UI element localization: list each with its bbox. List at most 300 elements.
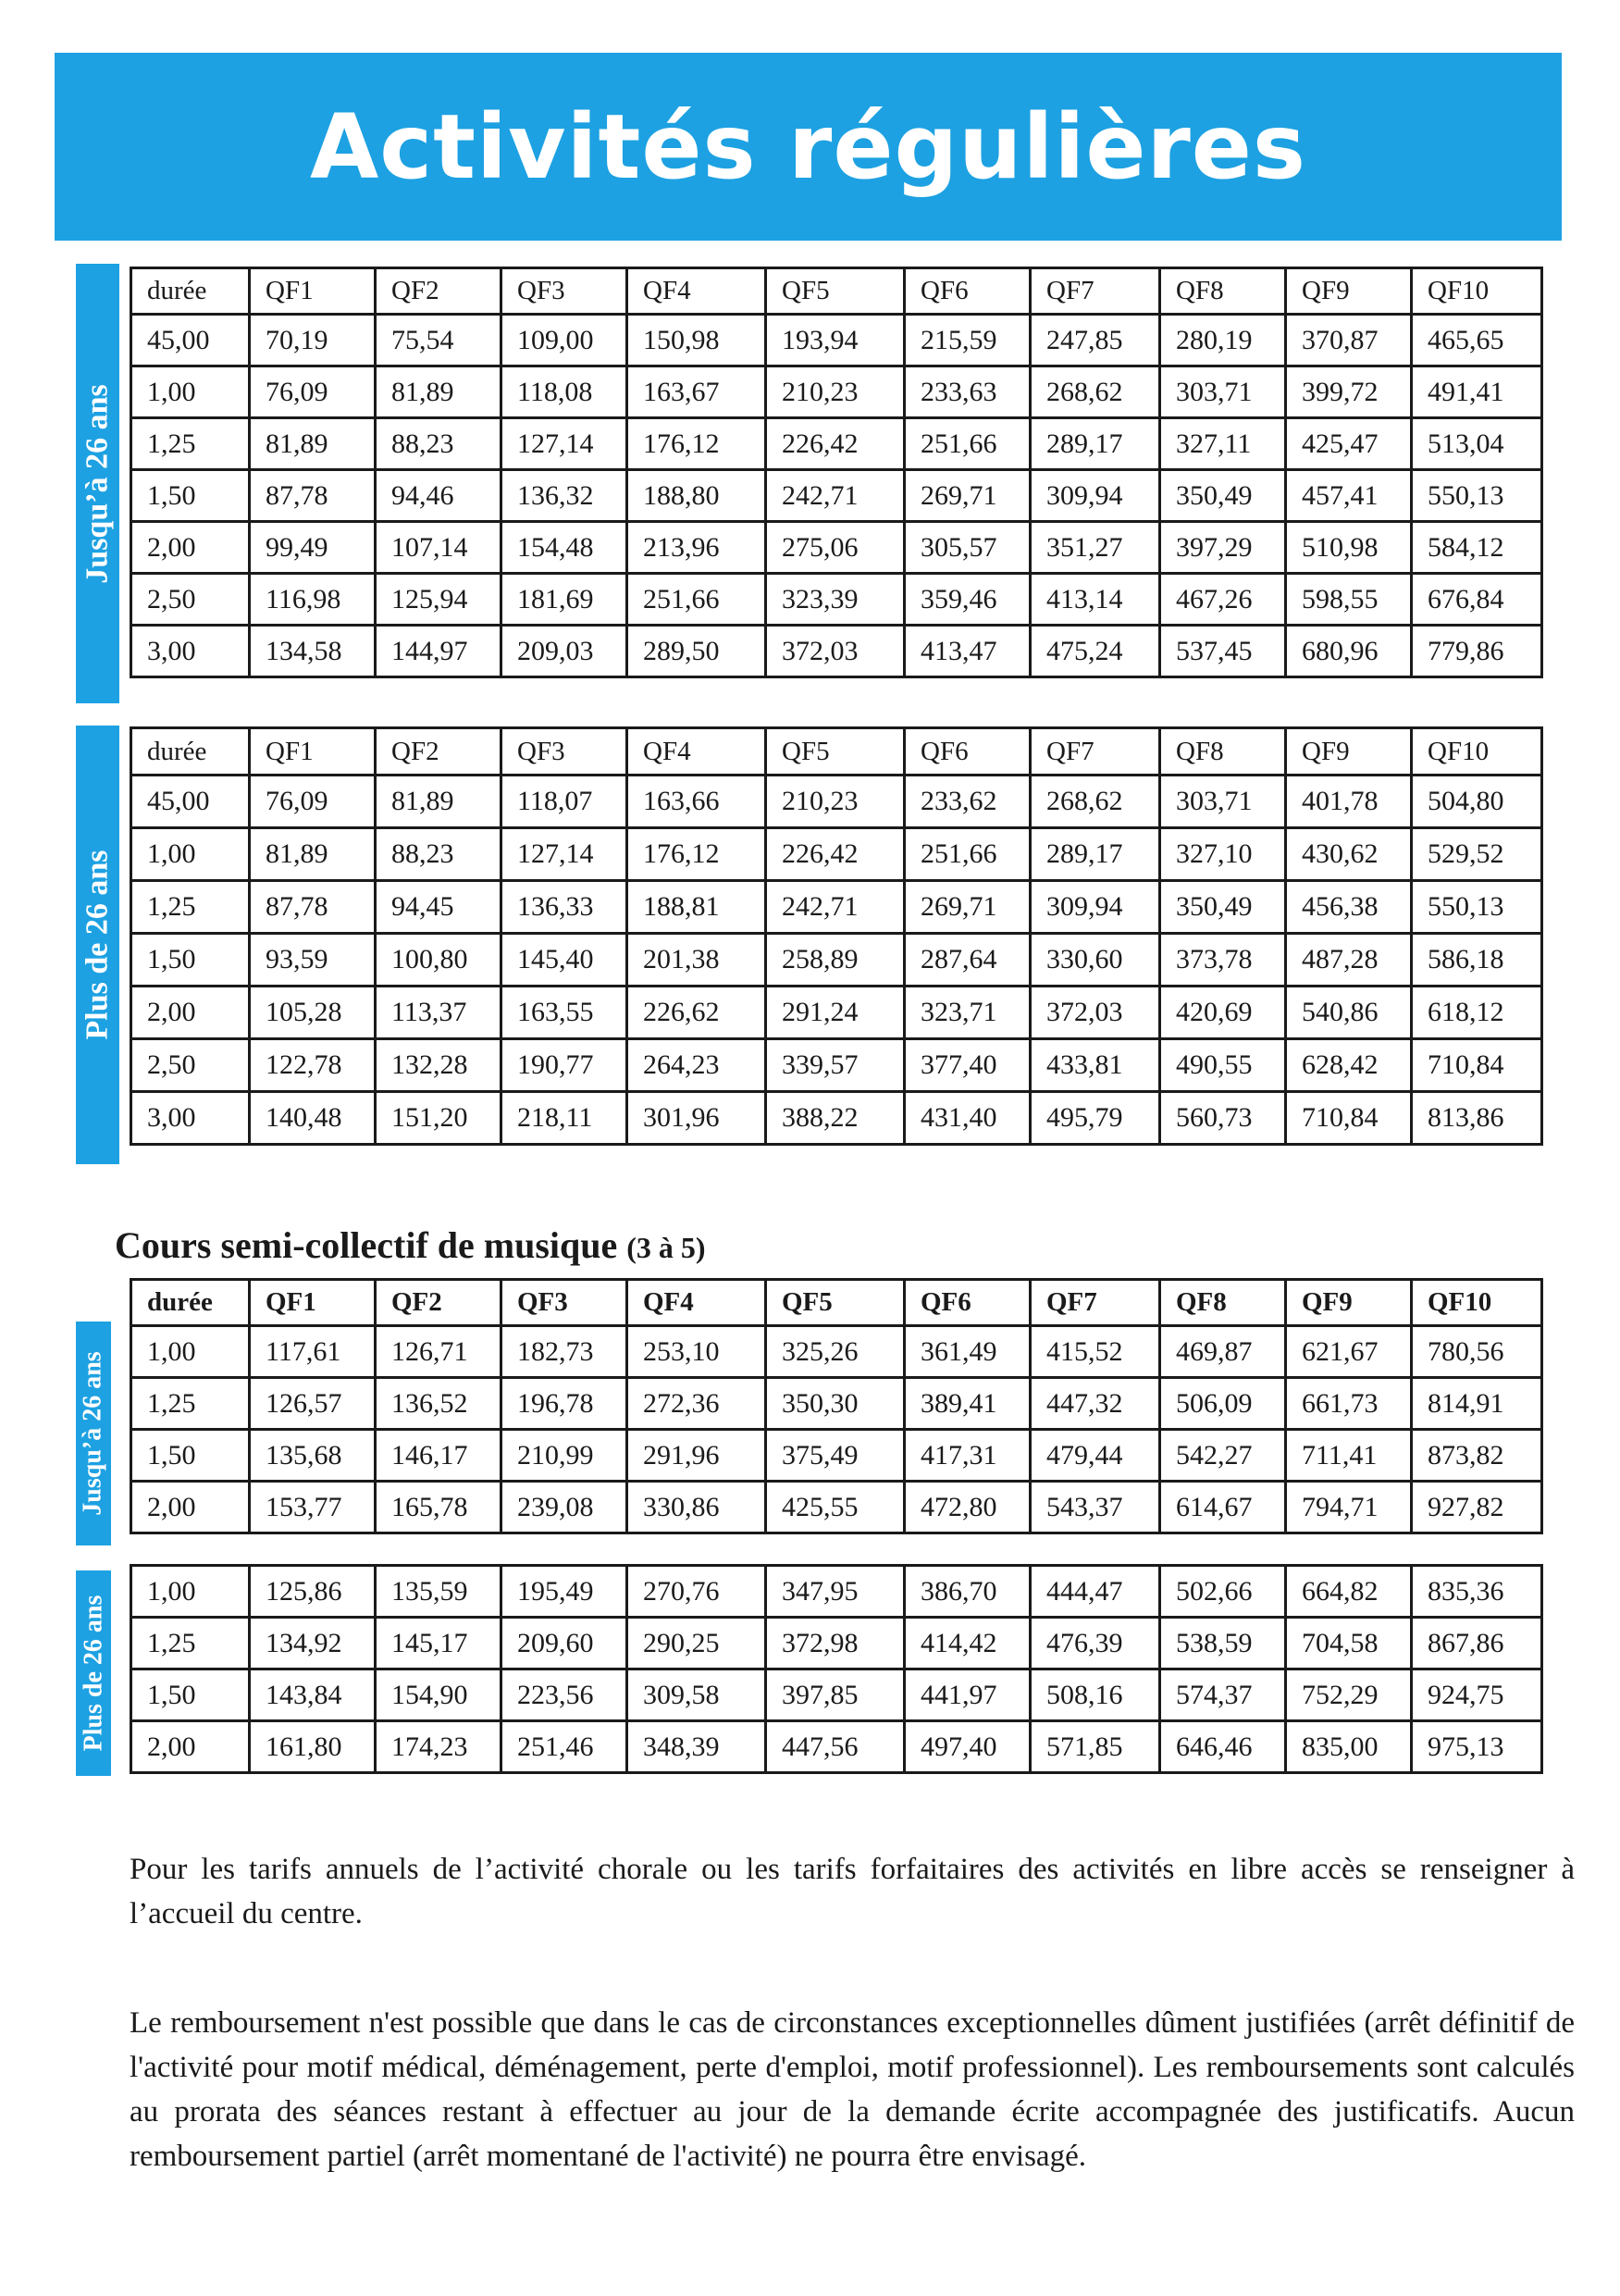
- rate-cell: 81,89: [376, 776, 501, 828]
- rate-cell: 388,22: [766, 1092, 905, 1145]
- rate-cell: 476,39: [1031, 1618, 1160, 1669]
- rate-cell: 117,61: [250, 1326, 376, 1378]
- column-header: QF4: [627, 728, 766, 776]
- rate-cell: 506,09: [1160, 1378, 1286, 1430]
- duration-cell: 1,00: [131, 1566, 250, 1618]
- rate-cell: 447,56: [766, 1721, 905, 1773]
- rate-cell: 242,71: [766, 470, 905, 522]
- rate-cell: 99,49: [250, 522, 376, 574]
- rate-cell: 251,66: [905, 418, 1031, 470]
- age-label-over-26: Plus de 26 ans: [76, 726, 119, 1164]
- rate-cell: 87,78: [250, 470, 376, 522]
- info-paragraph-refund: Le remboursement n'est possible que dans le cas de circonstances exceptionnelles dûment justifiées (arrêt définitif de l'activité pour motif médical, déménagement, perte d'emploi, motif professionnel). Les remboursements sont calculés au prorata des séances restant à effectuer au jour de la demande écrite accompagnée des justificatifs. Aucun remboursement partiel (arrêt momentané de l'activité) ne pourra être envisagé.: [130, 2006, 1575, 2173]
- rate-cell: 752,29: [1286, 1669, 1412, 1721]
- column-header: QF3: [501, 1280, 627, 1326]
- rate-cell: 176,12: [627, 828, 766, 881]
- rate-cell: 444,47: [1031, 1566, 1160, 1618]
- table-row: [131, 987, 1542, 1039]
- rate-cell: 113,37: [376, 987, 501, 1039]
- rate-cell: 181,69: [501, 574, 627, 626]
- table-row: [131, 1430, 1542, 1482]
- rate-cell: 441,97: [905, 1669, 1031, 1721]
- rate-cell: 127,14: [501, 418, 627, 470]
- rate-cell: 497,40: [905, 1721, 1031, 1773]
- column-header: QF10: [1412, 728, 1542, 776]
- rate-cell: 835,36: [1412, 1566, 1542, 1618]
- rate-cell: 251,66: [905, 828, 1031, 881]
- rate-cell: 109,00: [501, 315, 627, 366]
- column-header: QF6: [905, 728, 1031, 776]
- rate-cell: 289,17: [1031, 418, 1160, 470]
- column-header: QF10: [1412, 1280, 1542, 1326]
- rate-cell: 226,42: [766, 418, 905, 470]
- rate-cell: 430,62: [1286, 828, 1412, 881]
- rate-cell: 375,49: [766, 1430, 905, 1482]
- rate-cell: 425,47: [1286, 418, 1412, 470]
- rate-cell: 176,12: [627, 418, 766, 470]
- rate-cell: 351,27: [1031, 522, 1160, 574]
- rate-cell: 780,56: [1412, 1326, 1542, 1378]
- rate-cell: 125,94: [376, 574, 501, 626]
- rate-cell: 268,62: [1031, 776, 1160, 828]
- rate-cell: 154,48: [501, 522, 627, 574]
- rate-cell: 495,79: [1031, 1092, 1160, 1145]
- rate-cell: 927,82: [1412, 1482, 1542, 1533]
- rate-cell: 272,36: [627, 1378, 766, 1430]
- rate-cell: 323,39: [766, 574, 905, 626]
- age-label-under-26: Jusqu’à 26 ans: [76, 264, 119, 703]
- rate-cell: 93,59: [250, 934, 376, 987]
- rate-cell: 560,73: [1160, 1092, 1286, 1145]
- rate-cell: 664,82: [1286, 1566, 1412, 1618]
- table-row: [131, 626, 1542, 677]
- column-header: QF3: [501, 728, 627, 776]
- rate-cell: 135,59: [376, 1566, 501, 1618]
- rate-cell: 193,94: [766, 315, 905, 366]
- rate-cell: 433,81: [1031, 1039, 1160, 1092]
- duration-cell: 2,00: [131, 522, 250, 574]
- rate-cell: 107,14: [376, 522, 501, 574]
- table-row: [131, 522, 1542, 574]
- rate-cell: 372,03: [766, 626, 905, 677]
- rate-cell: 618,12: [1412, 987, 1542, 1039]
- rate-cell: 81,89: [250, 828, 376, 881]
- rate-cell: 325,26: [766, 1326, 905, 1378]
- table-row: [131, 1669, 1542, 1721]
- rate-cell: 143,84: [250, 1669, 376, 1721]
- rate-cell: 290,25: [627, 1618, 766, 1669]
- table-row: [131, 776, 1542, 828]
- rate-cell: 126,57: [250, 1378, 376, 1430]
- rate-cell: 586,18: [1412, 934, 1542, 987]
- music-rates-table-under-26: [130, 1278, 1543, 1534]
- rate-cell: 415,52: [1031, 1326, 1160, 1378]
- table-row: [131, 1482, 1542, 1533]
- rate-cell: 132,28: [376, 1039, 501, 1092]
- duration-cell: 1,50: [131, 1430, 250, 1482]
- rate-cell: 87,78: [250, 881, 376, 934]
- page-title: Activités régulières: [309, 94, 1307, 199]
- rate-cell: 163,67: [627, 366, 766, 418]
- duration-cell: 2,50: [131, 574, 250, 626]
- rate-cell: 242,71: [766, 881, 905, 934]
- rate-cell: 196,78: [501, 1378, 627, 1430]
- rate-cell: 924,75: [1412, 1669, 1542, 1721]
- rate-cell: 226,42: [766, 828, 905, 881]
- table-row: [131, 418, 1542, 470]
- rate-cell: 301,96: [627, 1092, 766, 1145]
- column-header: QF8: [1160, 728, 1286, 776]
- rate-cell: 386,70: [905, 1566, 1031, 1618]
- rate-cell: 258,89: [766, 934, 905, 987]
- rate-cell: 502,66: [1160, 1566, 1286, 1618]
- rate-cell: 475,24: [1031, 626, 1160, 677]
- table-row: [131, 315, 1542, 366]
- rate-cell: 291,24: [766, 987, 905, 1039]
- rate-cell: 223,56: [501, 1669, 627, 1721]
- rate-cell: 704,58: [1286, 1618, 1412, 1669]
- rate-cell: 646,46: [1160, 1721, 1286, 1773]
- rate-cell: 118,07: [501, 776, 627, 828]
- rate-cell: 215,59: [905, 315, 1031, 366]
- rate-cell: 327,10: [1160, 828, 1286, 881]
- column-header: QF2: [376, 268, 501, 315]
- rate-cell: 361,49: [905, 1326, 1031, 1378]
- rate-cell: 75,54: [376, 315, 501, 366]
- table-row: [131, 881, 1542, 934]
- rate-cell: 145,17: [376, 1618, 501, 1669]
- rate-cell: 305,57: [905, 522, 1031, 574]
- column-header: QF8: [1160, 268, 1286, 315]
- rate-cell: 165,78: [376, 1482, 501, 1533]
- rate-cell: 479,44: [1031, 1430, 1160, 1482]
- rate-cell: 163,66: [627, 776, 766, 828]
- rate-cell: 661,73: [1286, 1378, 1412, 1430]
- column-header: QF5: [766, 1280, 905, 1326]
- rate-cell: 574,37: [1160, 1669, 1286, 1721]
- column-header: QF1: [250, 728, 376, 776]
- rate-cell: 81,89: [376, 366, 501, 418]
- rate-cell: 182,73: [501, 1326, 627, 1378]
- rate-cell: 303,71: [1160, 366, 1286, 418]
- table-row: [131, 470, 1542, 522]
- rate-cell: 291,96: [627, 1430, 766, 1482]
- rate-cell: 330,60: [1031, 934, 1160, 987]
- music-section-title: Cours semi-collectif de musique (3 à 5): [115, 1224, 706, 1266]
- rate-cell: 105,28: [250, 987, 376, 1039]
- rate-cell: 508,16: [1031, 1669, 1160, 1721]
- rate-cell: 135,68: [250, 1430, 376, 1482]
- rate-cell: 309,94: [1031, 470, 1160, 522]
- table-row: [131, 1326, 1542, 1378]
- table-row: [131, 1378, 1542, 1430]
- rate-cell: 146,17: [376, 1430, 501, 1482]
- rate-cell: 126,71: [376, 1326, 501, 1378]
- rate-cell: 289,50: [627, 626, 766, 677]
- rate-cell: 136,52: [376, 1378, 501, 1430]
- rate-cell: 144,97: [376, 626, 501, 677]
- rate-cell: 251,46: [501, 1721, 627, 1773]
- rate-cell: 377,40: [905, 1039, 1031, 1092]
- rate-cell: 264,23: [627, 1039, 766, 1092]
- duration-cell: 1,00: [131, 1326, 250, 1378]
- column-header: QF2: [376, 728, 501, 776]
- music-age-label-under-26: Jusqu’à 26 ans: [76, 1322, 111, 1545]
- rate-cell: 425,55: [766, 1482, 905, 1533]
- rate-cell: 88,23: [376, 828, 501, 881]
- rate-cell: 239,08: [501, 1482, 627, 1533]
- rate-cell: 350,30: [766, 1378, 905, 1430]
- rate-cell: 529,52: [1412, 828, 1542, 881]
- duration-cell: 2,00: [131, 987, 250, 1039]
- rate-cell: 94,46: [376, 470, 501, 522]
- rate-cell: 150,98: [627, 315, 766, 366]
- column-header: QF6: [905, 268, 1031, 315]
- rate-cell: 247,85: [1031, 315, 1160, 366]
- rate-cell: 268,62: [1031, 366, 1160, 418]
- table-row: [131, 1721, 1542, 1773]
- rate-cell: 711,41: [1286, 1430, 1412, 1482]
- rate-cell: 330,86: [627, 1482, 766, 1533]
- rate-cell: 359,46: [905, 574, 1031, 626]
- header-row: [131, 728, 1542, 776]
- rate-cell: 538,59: [1160, 1618, 1286, 1669]
- rate-cell: 125,86: [250, 1566, 376, 1618]
- rate-cell: 584,12: [1412, 522, 1542, 574]
- rate-cell: 779,86: [1412, 626, 1542, 677]
- rate-cell: 540,86: [1286, 987, 1412, 1039]
- column-header: QF8: [1160, 1280, 1286, 1326]
- rate-cell: 397,85: [766, 1669, 905, 1721]
- rate-cell: 491,41: [1412, 366, 1542, 418]
- rate-cell: 145,40: [501, 934, 627, 987]
- duration-cell: 1,25: [131, 1618, 250, 1669]
- rate-cell: 76,09: [250, 366, 376, 418]
- rates-table-over-26: [130, 726, 1543, 1146]
- duration-cell: 2,50: [131, 1039, 250, 1092]
- duration-cell: 1,25: [131, 881, 250, 934]
- rate-cell: 161,80: [250, 1721, 376, 1773]
- rate-cell: 487,28: [1286, 934, 1412, 987]
- column-header: QF5: [766, 268, 905, 315]
- rate-cell: 447,32: [1031, 1378, 1160, 1430]
- rate-cell: 542,27: [1160, 1430, 1286, 1482]
- rate-cell: 226,62: [627, 987, 766, 1039]
- rate-cell: 174,23: [376, 1721, 501, 1773]
- duration-cell: 2,00: [131, 1721, 250, 1773]
- duration-cell: 1,25: [131, 1378, 250, 1430]
- duration-cell: 1,00: [131, 828, 250, 881]
- rates-table-under-26: [130, 267, 1543, 678]
- rate-cell: 794,71: [1286, 1482, 1412, 1533]
- rate-cell: 163,55: [501, 987, 627, 1039]
- rate-cell: 210,23: [766, 366, 905, 418]
- rate-cell: 251,66: [627, 574, 766, 626]
- rate-cell: 134,58: [250, 626, 376, 677]
- rate-cell: 94,45: [376, 881, 501, 934]
- rate-cell: 372,03: [1031, 987, 1160, 1039]
- rate-cell: 127,14: [501, 828, 627, 881]
- rate-cell: 835,00: [1286, 1721, 1412, 1773]
- rate-cell: 88,23: [376, 418, 501, 470]
- rate-cell: 469,87: [1160, 1326, 1286, 1378]
- rate-cell: 550,13: [1412, 470, 1542, 522]
- rate-cell: 814,91: [1412, 1378, 1542, 1430]
- duration-cell: 1,50: [131, 934, 250, 987]
- duration-cell: 3,00: [131, 1092, 250, 1145]
- column-header: QF9: [1286, 728, 1412, 776]
- rate-cell: 372,98: [766, 1618, 905, 1669]
- table-row: [131, 1566, 1542, 1618]
- rate-cell: 134,92: [250, 1618, 376, 1669]
- rate-cell: 350,49: [1160, 881, 1286, 934]
- rate-cell: 280,19: [1160, 315, 1286, 366]
- rate-cell: 571,85: [1031, 1721, 1160, 1773]
- rate-cell: 309,58: [627, 1669, 766, 1721]
- column-header: QF5: [766, 728, 905, 776]
- rate-cell: 118,08: [501, 366, 627, 418]
- rate-cell: 201,38: [627, 934, 766, 987]
- rate-cell: 339,57: [766, 1039, 905, 1092]
- rate-cell: 399,72: [1286, 366, 1412, 418]
- rate-cell: 303,71: [1160, 776, 1286, 828]
- rate-cell: 975,13: [1412, 1721, 1542, 1773]
- duration-cell: 3,00: [131, 626, 250, 677]
- rate-cell: 116,98: [250, 574, 376, 626]
- rate-cell: 309,94: [1031, 881, 1160, 934]
- rate-cell: 275,06: [766, 522, 905, 574]
- header-row: [131, 268, 1542, 315]
- column-header: QF3: [501, 268, 627, 315]
- rate-cell: 614,67: [1160, 1482, 1286, 1533]
- rate-cell: 269,71: [905, 470, 1031, 522]
- rate-cell: 456,38: [1286, 881, 1412, 934]
- rate-cell: 190,77: [501, 1039, 627, 1092]
- rate-cell: 209,60: [501, 1618, 627, 1669]
- rate-cell: 323,71: [905, 987, 1031, 1039]
- duration-cell: 1,00: [131, 366, 250, 418]
- rate-cell: 188,80: [627, 470, 766, 522]
- column-header: QF4: [627, 1280, 766, 1326]
- rate-cell: 210,99: [501, 1430, 627, 1482]
- rate-cell: 414,42: [905, 1618, 1031, 1669]
- rate-cell: 136,32: [501, 470, 627, 522]
- duration-cell: 1,50: [131, 1669, 250, 1721]
- rate-cell: 420,69: [1160, 987, 1286, 1039]
- table-row: [131, 828, 1542, 881]
- rate-cell: 710,84: [1286, 1092, 1412, 1145]
- rate-cell: 269,71: [905, 881, 1031, 934]
- rate-cell: 680,96: [1286, 626, 1412, 677]
- table-row: [131, 934, 1542, 987]
- rate-cell: 628,42: [1286, 1039, 1412, 1092]
- column-header: QF7: [1031, 728, 1160, 776]
- table-row: [131, 366, 1542, 418]
- rate-cell: 100,80: [376, 934, 501, 987]
- table-row: [131, 1092, 1542, 1145]
- rate-cell: 621,67: [1286, 1326, 1412, 1378]
- rate-cell: 467,26: [1160, 574, 1286, 626]
- rate-cell: 188,81: [627, 881, 766, 934]
- rate-cell: 136,33: [501, 881, 627, 934]
- rate-cell: 504,80: [1412, 776, 1542, 828]
- column-header: QF9: [1286, 268, 1412, 315]
- rate-cell: 370,87: [1286, 315, 1412, 366]
- rate-cell: 81,89: [250, 418, 376, 470]
- rate-cell: 417,31: [905, 1430, 1031, 1482]
- duration-cell: 45,00: [131, 315, 250, 366]
- table-row: [131, 1618, 1542, 1669]
- column-header: QF1: [250, 1280, 376, 1326]
- rate-cell: 431,40: [905, 1092, 1031, 1145]
- rate-cell: 76,09: [250, 776, 376, 828]
- duration-cell: 2,00: [131, 1482, 250, 1533]
- rate-cell: 598,55: [1286, 574, 1412, 626]
- header-row: [131, 1280, 1542, 1326]
- column-header: QF7: [1031, 268, 1160, 315]
- table-row: [131, 574, 1542, 626]
- column-header: QF9: [1286, 1280, 1412, 1326]
- rate-cell: 490,55: [1160, 1039, 1286, 1092]
- column-header: durée: [131, 1280, 250, 1326]
- rate-cell: 676,84: [1412, 574, 1542, 626]
- rate-cell: 195,49: [501, 1566, 627, 1618]
- music-age-label-over-26: Plus de 26 ans: [76, 1570, 111, 1776]
- rate-cell: 210,23: [766, 776, 905, 828]
- rate-cell: 154,90: [376, 1669, 501, 1721]
- rate-cell: 327,11: [1160, 418, 1286, 470]
- rate-cell: 513,04: [1412, 418, 1542, 470]
- rate-cell: 151,20: [376, 1092, 501, 1145]
- music-rates-table-over-26: [130, 1564, 1543, 1774]
- rate-cell: 233,63: [905, 366, 1031, 418]
- rate-cell: 397,29: [1160, 522, 1286, 574]
- rate-cell: 122,78: [250, 1039, 376, 1092]
- duration-cell: 1,25: [131, 418, 250, 470]
- rate-cell: 457,41: [1286, 470, 1412, 522]
- rate-cell: 389,41: [905, 1378, 1031, 1430]
- rate-cell: 472,80: [905, 1482, 1031, 1533]
- rate-cell: 867,86: [1412, 1618, 1542, 1669]
- rate-cell: 537,45: [1160, 626, 1286, 677]
- rate-cell: 413,47: [905, 626, 1031, 677]
- info-paragraph-choir: Pour les tarifs annuels de l’activité chorale ou les tarifs forfaitaires des activités en libre accès se renseigner à l’accueil du centre.: [130, 1853, 1575, 1930]
- rate-cell: 253,10: [627, 1326, 766, 1378]
- column-header: QF2: [376, 1280, 501, 1326]
- rate-cell: 710,84: [1412, 1039, 1542, 1092]
- duration-cell: 45,00: [131, 776, 250, 828]
- column-header: QF1: [250, 268, 376, 315]
- rate-cell: 350,49: [1160, 470, 1286, 522]
- rate-cell: 550,13: [1412, 881, 1542, 934]
- rate-cell: 209,03: [501, 626, 627, 677]
- rate-cell: 413,14: [1031, 574, 1160, 626]
- rate-cell: 510,98: [1286, 522, 1412, 574]
- rate-cell: 140,48: [250, 1092, 376, 1145]
- rate-cell: 348,39: [627, 1721, 766, 1773]
- column-header: durée: [131, 268, 250, 315]
- rate-cell: 153,77: [250, 1482, 376, 1533]
- rate-cell: 813,86: [1412, 1092, 1542, 1145]
- column-header: durée: [131, 728, 250, 776]
- rate-cell: 373,78: [1160, 934, 1286, 987]
- rate-cell: 465,65: [1412, 315, 1542, 366]
- table-row: [131, 1039, 1542, 1092]
- rate-cell: 70,19: [250, 315, 376, 366]
- rate-cell: 270,76: [627, 1566, 766, 1618]
- rate-cell: 218,11: [501, 1092, 627, 1145]
- rate-cell: 289,17: [1031, 828, 1160, 881]
